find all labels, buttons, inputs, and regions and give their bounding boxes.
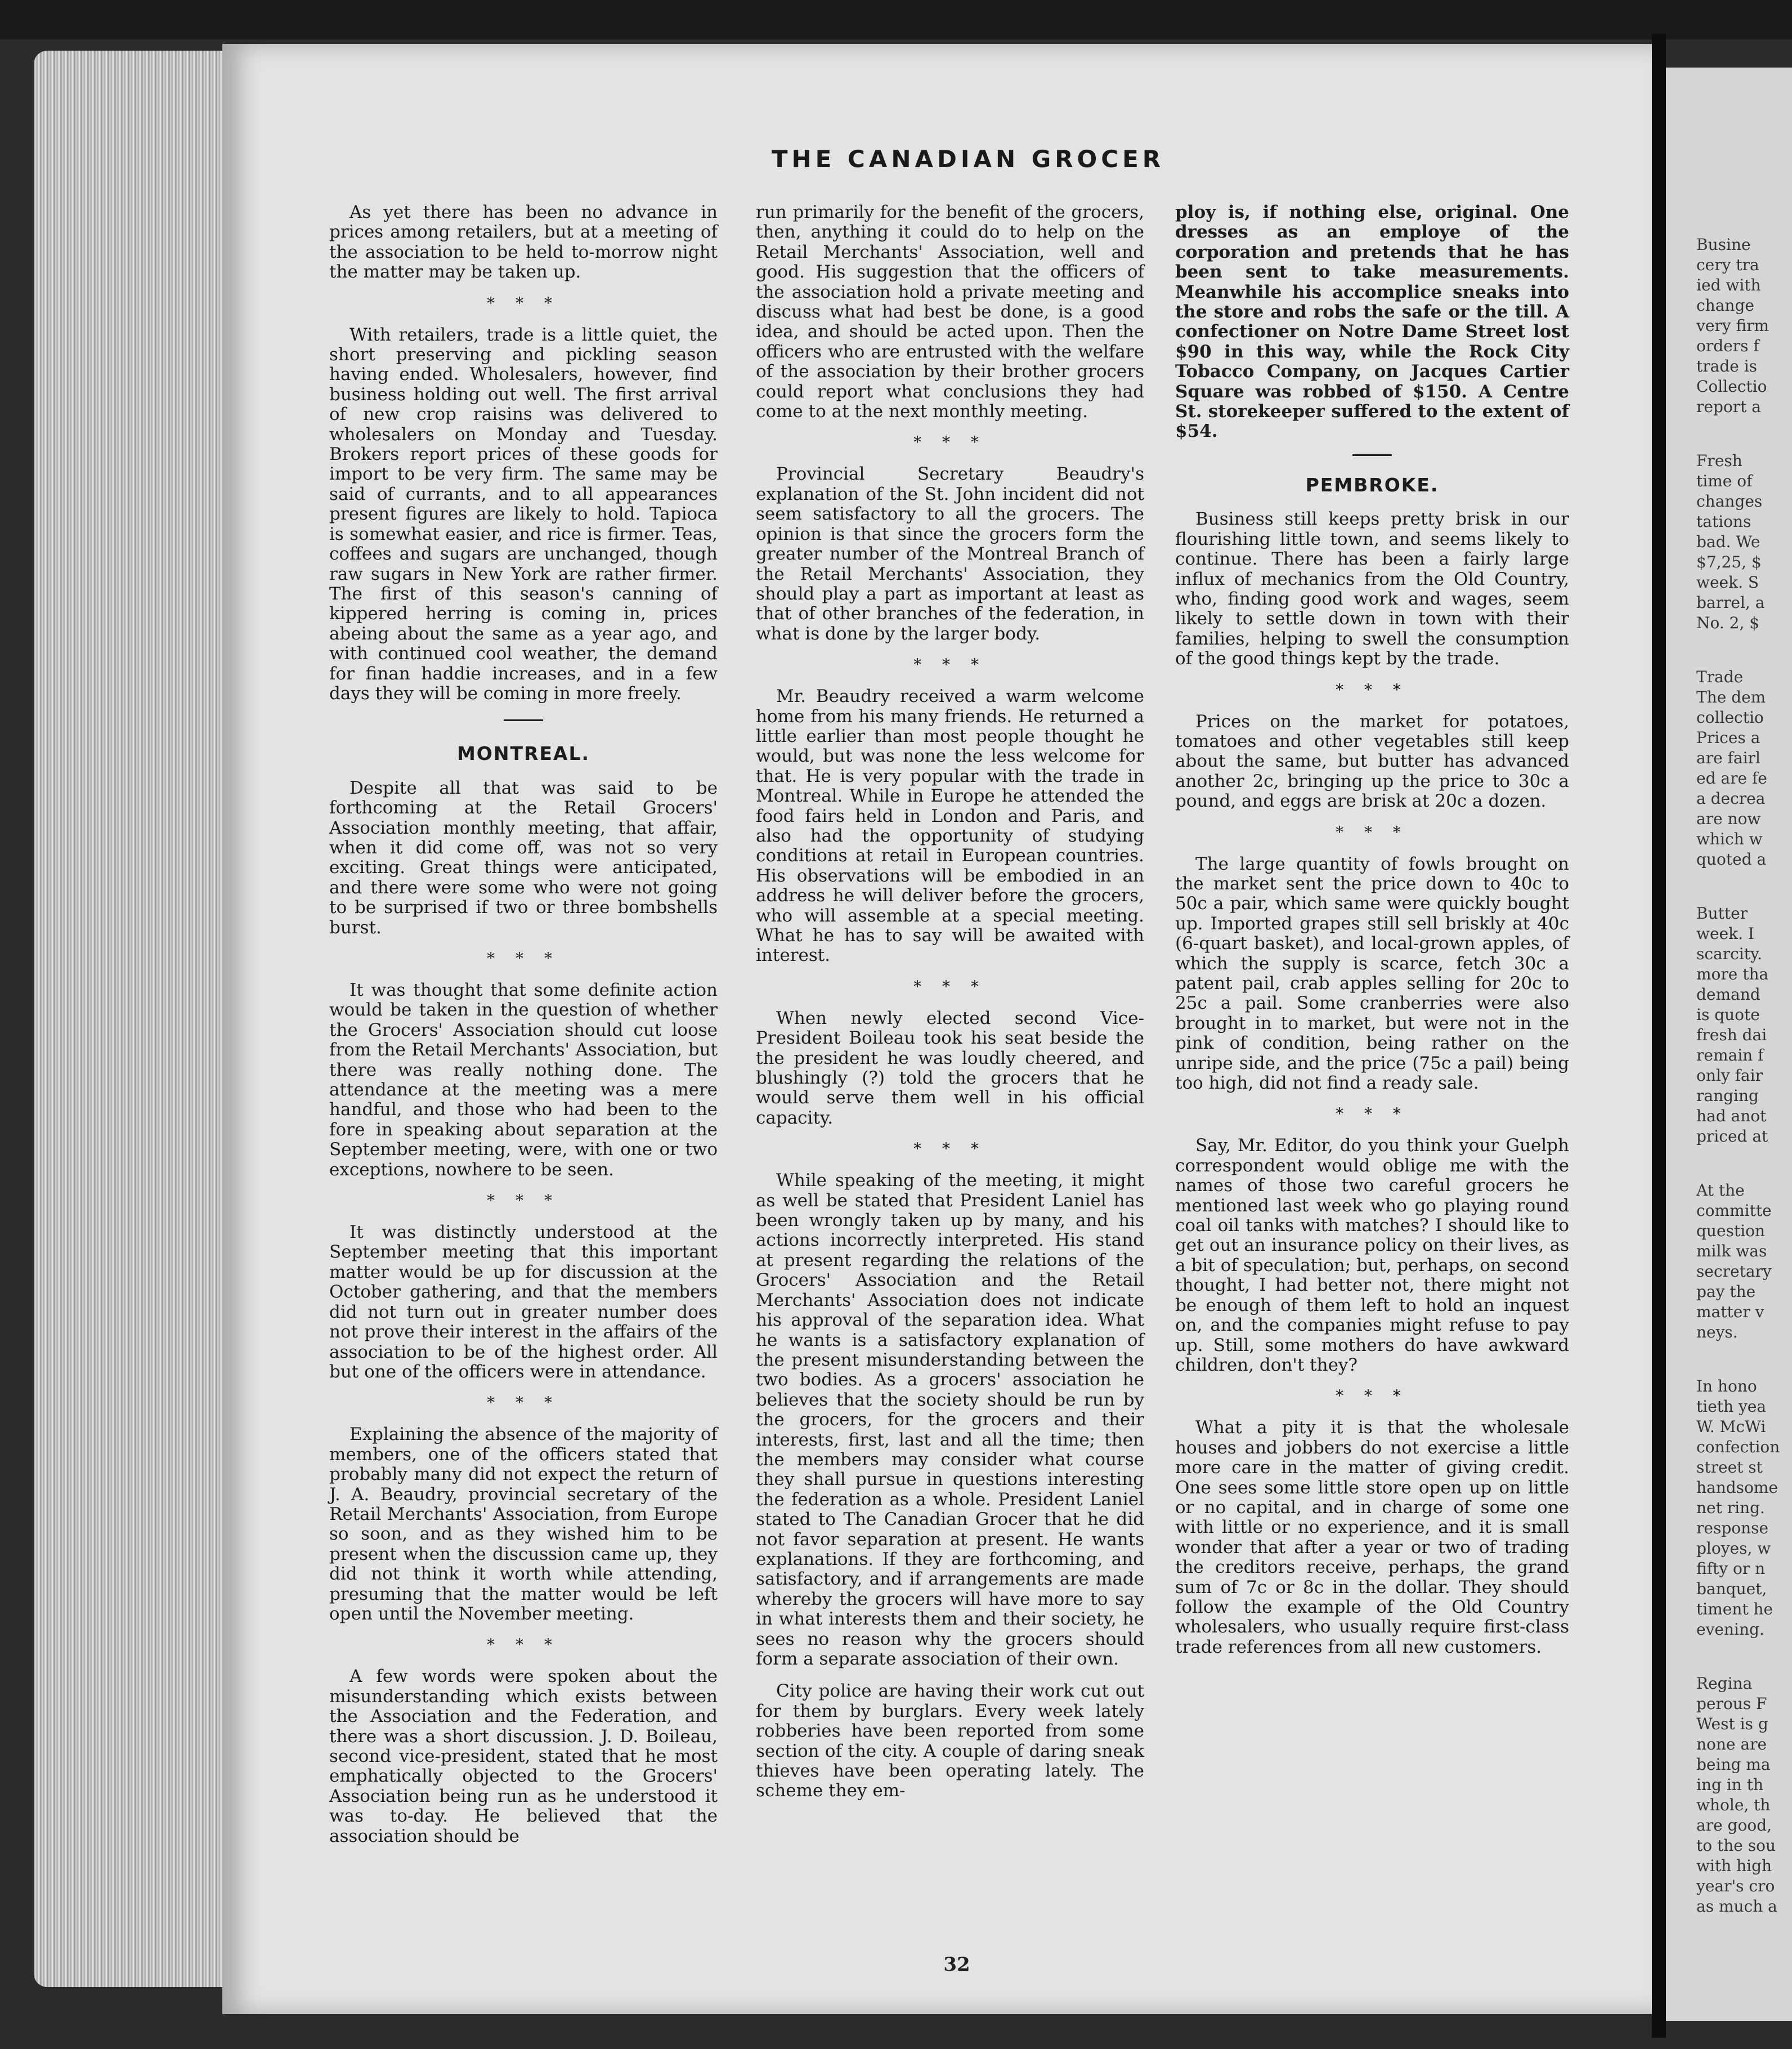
- adjacent-page-line: orders f: [1696, 337, 1759, 355]
- adjacent-page-line: confection: [1696, 1438, 1780, 1456]
- adjacent-page-line: Collectio: [1696, 377, 1767, 396]
- adjacent-page-line: is quote: [1696, 1005, 1760, 1024]
- article-paragraph: When newly elected second Vice-President Boileau took his seat beside the the president he was loudly cheered, and blushingly (?) told the grocers that he would serve them well in his official capacity.: [756, 1008, 1144, 1128]
- adjacent-page-line: had anot: [1696, 1107, 1767, 1125]
- paragraph-separator: * * *: [487, 293, 560, 312]
- section-heading-pembroke: PEMBROKE.: [1305, 473, 1439, 496]
- adjacent-page-line: cery tra: [1696, 256, 1759, 274]
- adjacent-page-line: ing in th: [1696, 1775, 1763, 1794]
- adjacent-page-line: handsome: [1696, 1478, 1778, 1497]
- adjacent-page-line: are now: [1696, 809, 1761, 828]
- article-paragraph: Despite all that was said to be forthcoming at the Retail Grocers' Association monthly meeting, that affair, when it did come off, was not so very exciting. Great things were anticipated, and there were some who were not going to be surprised if two or three bombshells burst.: [329, 777, 718, 938]
- article-paragraph: Prices on the market for potatoes, tomatoes and other vegetables still keep about the same, but butter has advanced another 2c, bringing up the price to 30c a pound, and eggs are brisk at 20c a dozen.: [1175, 711, 1569, 812]
- adjacent-page-line: collectio: [1696, 708, 1764, 727]
- book-gutter: [1652, 34, 1666, 2038]
- adjacent-page-line: to the sou: [1696, 1836, 1776, 1855]
- adjacent-page-line: remain f: [1696, 1046, 1764, 1064]
- adjacent-page-line: committe: [1696, 1201, 1772, 1220]
- article-paragraph: What a pity it is that the wholesale houses and jobbers do not exercise a little more care in the matter of giving credit. One sees some little store open up on little or no capital, and in charge of some one with little or no experience, and it is small wonder that after a year or two of trading the creditors receive, perhaps, the grand sum of 7c or 8c in the dollar. They should follow the example of the Old Country wholesalers, who usually require first-class trade references from all new customers.: [1175, 1417, 1569, 1657]
- paragraph-separator: * * *: [1336, 822, 1409, 842]
- adjacent-page-line: as much a: [1696, 1897, 1777, 1916]
- adjacent-page-line: No. 2, $: [1696, 614, 1760, 632]
- adjacent-page-line: Trade: [1696, 668, 1744, 686]
- adjacent-page-line: matter v: [1696, 1303, 1764, 1321]
- adjacent-page-line: none are: [1696, 1735, 1767, 1753]
- adjacent-page-line: ranging: [1696, 1086, 1759, 1105]
- adjacent-page-line: Butter: [1696, 904, 1748, 923]
- paragraph-separator: * * *: [913, 433, 987, 452]
- adjacent-page-line: whole, th: [1696, 1796, 1771, 1814]
- paragraph-separator: * * *: [913, 977, 987, 996]
- article-paragraph: Mr. Beaudry received a warm welcome home from his many friends. He returned a little earlier than most people thought he would, but was none the less welcome for that. He is very popular with the trade in Montreal. While in Europe he attended the food fairs held in London and Paris, and also had the opportunity of studying conditions at retail in European countries. His observations will be embodied in an address he will deliver before the grocers, who will assemble at a special meeting. What he has to say will be awaited with interest.: [756, 686, 1144, 966]
- adjacent-page-line: are good,: [1696, 1816, 1772, 1835]
- adjacent-page-line: change: [1696, 296, 1754, 315]
- article-paragraph: As yet there has been no advance in prices among retailers, but at a meeting of the association to be held to-morrow night the matter may be taken up.: [329, 202, 718, 283]
- article-paragraph: While speaking of the meeting, it might as well be stated that President Laniel has been wrongly taken up by many, and his actions incorrectly interpreted. His stand at present regarding the relations of the Grocers' Association and the Retail Merchants' Association does not indicate his approval of the separation idea. What he wants is a satisfactory explanation of the present misunderstanding between the two bodies. As a grocers' association he believes that the society should be run by the grocers, for the grocers and their interests, first, last and all the time; then the members may consider what course they shall pursue in questions interesting the federation as a whole. President Laniel stated to The Canadian Grocer that he did not favor separation at present. He wants explanations. If they are forthcoming, and satisfactory, and if arrangements are made whereby the grocers will have more to say in what interests them and their society, he sees no reason why the grocers should form a separate association of their own.: [756, 1170, 1144, 1669]
- adjacent-page-line: only fair: [1696, 1066, 1763, 1085]
- adjacent-page-line: Busine: [1696, 235, 1751, 254]
- article-paragraph: The large quantity of fowls brought on the market sent the price down to 40c to 50c a pair, which same were quickly bought up. Imported grapes still sell briskly at 40c (6-quart basket), and local-grown apples, of which the supply is scarce, fetch 30c a patent pail, crab apples selling for 20c to 25c a pail. Some cranberries were also brought in to market, but were not in the pink of condition, being rather on the unripe side, and the price (75c a pail) being too high, did not find a ready sale.: [1175, 853, 1569, 1094]
- article-paragraph: ploy is, if nothing else, original. One dresses as an employe of the corporation and pretends that he has been sent to take measurements. Meanwhile his accomplice sneaks into the store and robs the safe or the till. A confectioner on Notre Dame Street lost $90 in this way, while the Rock City Tobacco Company, on Jacques Cartier Square was robbed of $150. A Centre St. storekeeper suffered to the extent of $54.: [1175, 202, 1569, 442]
- adjacent-page-line: At the: [1696, 1181, 1745, 1200]
- column-1: [329, 203, 718, 1859]
- adjacent-page-line: W. McWi: [1696, 1417, 1766, 1436]
- article-paragraph: It was thought that some definite action would be taken in the question of whether the Grocers' Association should cut loose from the Retail Merchants' Association, but there was really nothing done. The attendance at the meeting was a mere handful, and those who had been to the fore in speaking about separation at the September meeting, were, with one or two exceptions, nowhere to be seen.: [329, 980, 718, 1180]
- adjacent-page-line: fresh dai: [1696, 1026, 1767, 1044]
- adjacent-page-line: West is g: [1696, 1715, 1768, 1733]
- adjacent-page-line: $7,25, $: [1696, 553, 1762, 571]
- paragraph-separator: * * *: [487, 1191, 560, 1210]
- adjacent-page-line: street st: [1696, 1458, 1763, 1477]
- paragraph-separator: * * *: [1336, 1386, 1409, 1406]
- adjacent-page-line: priced at: [1696, 1127, 1768, 1146]
- book-page-edges: [34, 51, 225, 1987]
- adjacent-page-line: week. S: [1696, 573, 1759, 592]
- adjacent-page-line: changes: [1696, 492, 1763, 511]
- adjacent-page-line: Prices a: [1696, 728, 1760, 747]
- adjacent-page-line: report a: [1696, 397, 1761, 416]
- adjacent-page-line: banquet,: [1696, 1580, 1767, 1598]
- masthead-title: THE CANADIAN GROCER: [771, 145, 1165, 173]
- adjacent-page-line: with high: [1696, 1856, 1772, 1875]
- adjacent-page-line: neys.: [1696, 1323, 1738, 1341]
- adjacent-page-line: fifty or n: [1696, 1559, 1766, 1578]
- section-divider: [504, 719, 543, 721]
- paragraph-separator: * * *: [487, 949, 560, 968]
- article-paragraph: With retailers, trade is a little quiet, the short preserving and pickling season having ended. Wholesalers, however, find business holding out well. The first arrival of new crop raisins was delivered to wholesalers on Monday and Tuesday. Brokers report prices of these goods for import to be very firm. The same may be said of currants, and to all appearances present figures are likely to hold. Tapioca is somewhat easier, and rice is firmer. Teas, coffees and sugars are unchanged, though raw sugars in New York are rather firmer. The first of this season's canning of kippered herring is coming in, prices abeing about the same as a year ago, and with continued cool weather, the demand for finan haddie increases, and in a few days they will be coming in more freely.: [329, 324, 718, 704]
- adjacent-page-line: response: [1696, 1519, 1769, 1537]
- adjacent-page-line: ployes, w: [1696, 1539, 1771, 1558]
- adjacent-page-line: ed are fe: [1696, 769, 1767, 788]
- adjacent-page-line: are fairl: [1696, 749, 1760, 767]
- column-3: [1175, 203, 1569, 1670]
- adjacent-page-line: ied with: [1696, 276, 1761, 294]
- bold-paragraph-block: [1175, 203, 1569, 442]
- adjacent-page-line: In hono: [1696, 1377, 1757, 1395]
- adjacent-page-line: question: [1696, 1222, 1765, 1240]
- adjacent-page-line: scarcity.: [1696, 945, 1763, 963]
- adjacent-page-line: Regina: [1696, 1674, 1753, 1693]
- adjacent-page-line: The dem: [1696, 688, 1766, 706]
- article-paragraph: run primarily for the benefit of the grocers, then, anything it could do to help on the Retail Merchants' Association, well and good. His suggestion that the officers of the association hold a private meeting and discuss what had best be done, is a good idea, and should be acted upon. Then the officers who are entrusted with the welfare of the association by their brother grocers could report what conclusions they had come to at the next monthly meeting.: [756, 202, 1144, 422]
- adjacent-page-line: more tha: [1696, 965, 1769, 983]
- adjacent-page-line: very firm: [1696, 316, 1769, 335]
- adjacent-page-line: milk was: [1696, 1242, 1767, 1260]
- adjacent-page-line: year's cro: [1696, 1877, 1775, 1895]
- scan-background-top: [0, 0, 1792, 39]
- adjacent-page-line: a decrea: [1696, 789, 1766, 808]
- adjacent-page-line: Fresh: [1696, 451, 1742, 470]
- paragraph-separator: * * *: [1336, 680, 1409, 699]
- article-paragraph: A few words were spoken about the misunderstanding which exists between the Association and the Federation, and there was a short discussion. J. D. Boileau, second vice-president, stated that he most emphatically objected to the Grocers' Association being run as he understood it was to-day. He believed that the association should be: [329, 1666, 718, 1846]
- article-paragraph: City police are having their work cut out for them by burglars. Every week lately robberies have been reported from some section of the city. A couple of daring sneak thieves have been operating lately. The scheme they em-: [756, 1681, 1144, 1801]
- adjacent-page-line: time of: [1696, 472, 1753, 490]
- adjacent-page-line: pay the: [1696, 1282, 1756, 1301]
- adjacent-page-line: perous F: [1696, 1694, 1767, 1713]
- page-number: 32: [943, 1953, 970, 1976]
- adjacent-page-line: quoted a: [1696, 850, 1767, 869]
- adjacent-page-line: week. I: [1696, 924, 1754, 943]
- adjacent-page-line: timent he: [1696, 1600, 1773, 1618]
- article-paragraph: It was distinctly understood at the September meeting that this important matter would be up for discussion at the October gathering, and that the members did not turn out in greater number does not prove their interest in the affairs of the association to be of the highest order. All but one of the officers were in attendance.: [329, 1222, 718, 1382]
- adjacent-page-line: net ring.: [1696, 1498, 1765, 1517]
- article-paragraph: Business still keeps pretty brisk in our flourishing little town, and seems likely to continue. There has been a fairly large influx of mechanics from the Old Country, who, finding good work and wages, seem likely to settle down in town with their families, helping to swell the consumption of the good things kept by the trade.: [1175, 509, 1569, 669]
- adjacent-page-line: barrel, a: [1696, 593, 1765, 612]
- paragraph-separator: * * *: [487, 1393, 560, 1412]
- adjacent-page-line: tations: [1696, 512, 1751, 531]
- adjacent-page-line: trade is: [1696, 357, 1758, 375]
- column-2: [756, 203, 1144, 1814]
- paragraph-separator: * * *: [487, 1635, 560, 1654]
- adjacent-page-line: bad. We: [1696, 533, 1760, 551]
- section-divider: [1352, 454, 1392, 456]
- adjacent-page-line: which w: [1696, 830, 1763, 848]
- article-paragraph: Say, Mr. Editor, do you think your Guelph correspondent would oblige me with the names of those two careful grocers he mentioned last week who go playing round coal oil tanks with matches? I should like to get out an insurance policy on their lives, as a bit of speculation; but, perhaps, on second thought, I had better not, there might not be enough of them left to hold an inquest on, and the companies might refuse to pay up. Still, some mothers do have awkward children, don't they?: [1175, 1135, 1569, 1375]
- article-paragraph: Provincial Secretary Beaudry's explanation of the St. John incident did not seem satisfactory to all the grocers. The opinion is that since the grocers form the greater number of the Montreal Branch of the Retail Merchants' Association, they should play a part as important at least as that of other branches of the federation, in what is done by the larger body.: [756, 464, 1144, 644]
- adjacent-page-line: tieth yea: [1696, 1397, 1767, 1416]
- paragraph-separator: * * *: [913, 1139, 987, 1158]
- paragraph-separator: * * *: [1336, 1104, 1409, 1124]
- adjacent-page-fragment: [1666, 68, 1792, 2021]
- adjacent-page-line: secretary: [1696, 1262, 1772, 1281]
- adjacent-page-line: being ma: [1696, 1755, 1771, 1774]
- adjacent-page-line: evening.: [1696, 1620, 1764, 1639]
- paragraph-separator: * * *: [913, 655, 987, 674]
- section-heading-montreal: MONTREAL.: [456, 742, 590, 765]
- article-paragraph: Explaining the absence of the majority of members, one of the officers stated that probably many did not expect the return of J. A. Beaudry, provincial secretary of the Retail Merchants' Association, from Europe so soon, and as they wished him to be present when the discussion came up, they did not think it worth while attending, presuming that the matter would be left open until the November meeting.: [329, 1424, 718, 1624]
- adjacent-page-line: demand: [1696, 985, 1760, 1004]
